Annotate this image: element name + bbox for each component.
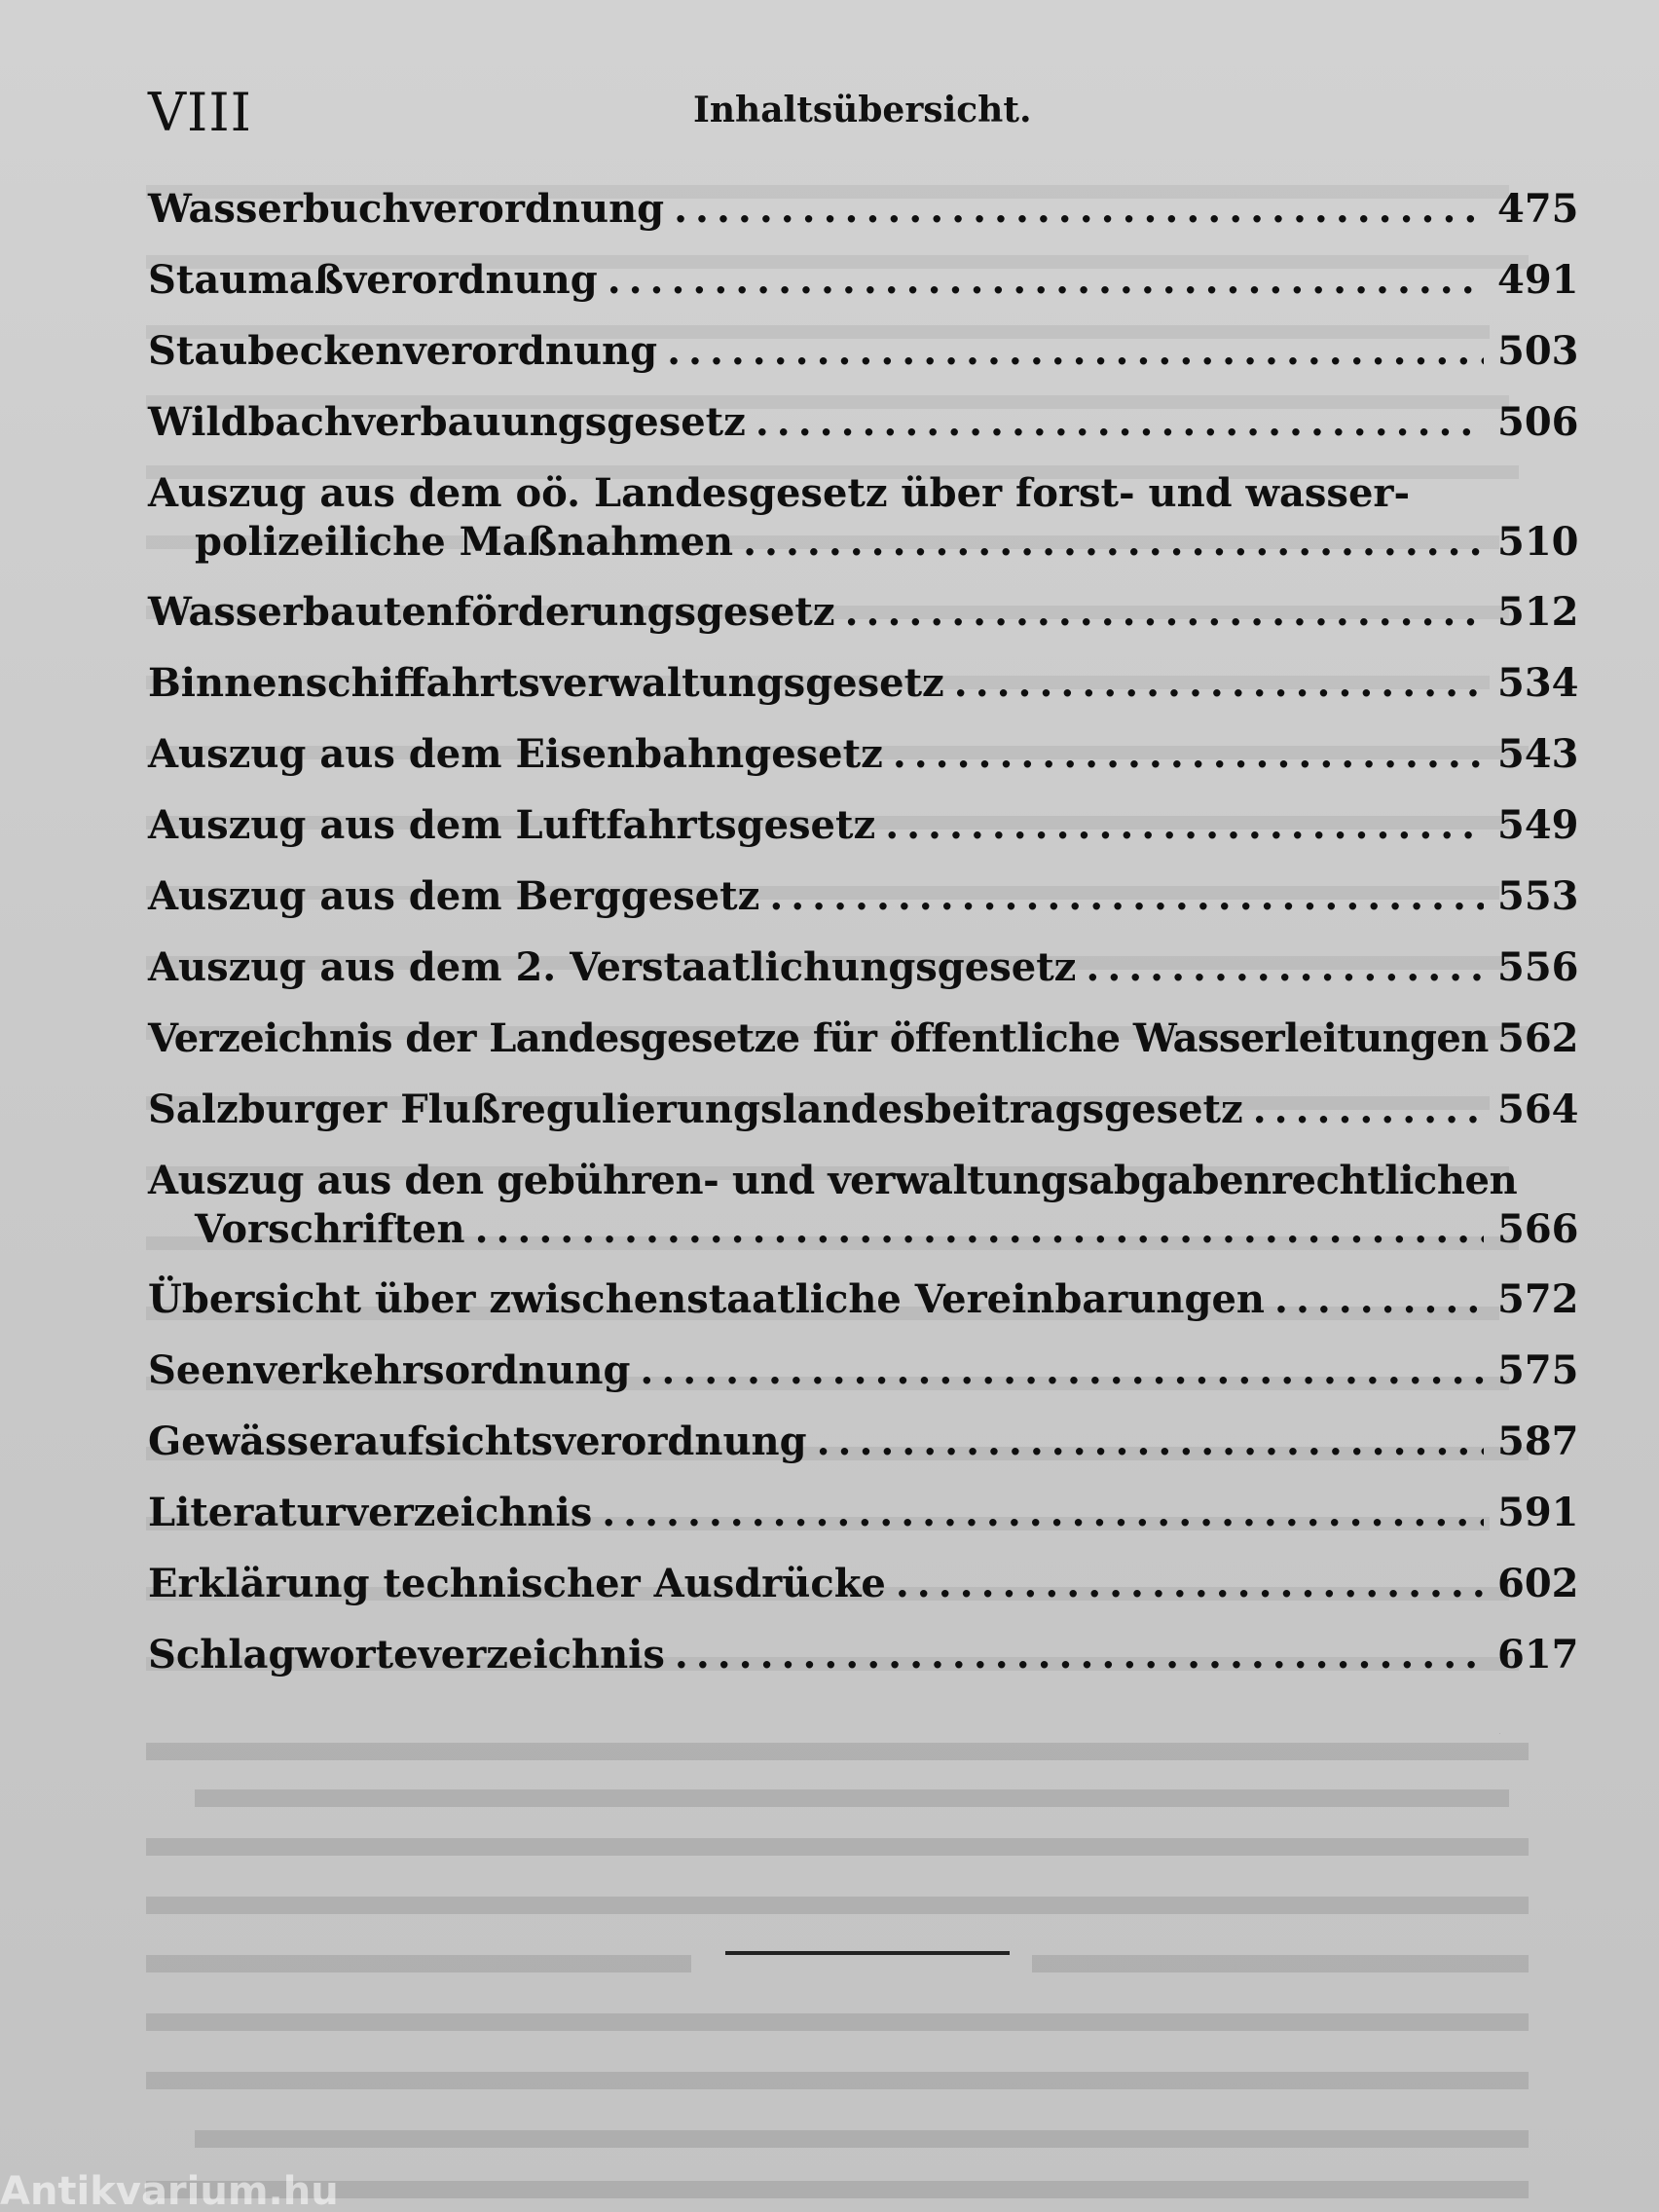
toc-entry-title: Wildbachverbauungsgesetz [148, 399, 746, 445]
leader-dots [743, 518, 1484, 567]
leader-dots [1086, 943, 1484, 992]
toc-entry-page: 512 [1497, 589, 1579, 635]
leader-dots [817, 1418, 1484, 1466]
toc-entry-title: Auszug aus dem Luftfahrtsgesetz [148, 802, 876, 848]
toc-entry [148, 730, 1579, 801]
toc-entry-page: 553 [1497, 873, 1579, 919]
page-header [148, 82, 1569, 150]
toc-entry-page: 572 [1497, 1276, 1579, 1322]
leader-dots [675, 1631, 1484, 1679]
toc-entry [148, 1086, 1579, 1157]
watermark: Antikvarium.hu [0, 2169, 339, 2212]
toc-entry-title: Auszug aus dem Berggesetz [148, 873, 760, 919]
toc-entry [148, 1560, 1579, 1631]
toc-entry-page: 617 [1497, 1632, 1579, 1677]
toc-entry [148, 185, 1579, 256]
toc-entry-title: Binnenschiffahrtsverwaltungsgesetz [148, 660, 944, 706]
toc-entry-page: 587 [1497, 1419, 1579, 1464]
toc-entry-title: Gewässeraufsichtsverordnung [148, 1419, 807, 1464]
toc-entry-title: Erklärung technischer Ausdrücke [148, 1561, 886, 1606]
toc-entry-page: 562 [1497, 1015, 1579, 1061]
toc-entry [148, 588, 1579, 659]
toc-entry-page: 549 [1497, 802, 1579, 848]
toc-entry-title: Wasserbautenförderungsgesetz [148, 589, 835, 635]
toc-entry-page: 475 [1497, 186, 1579, 232]
page-number: VIII [148, 82, 252, 143]
toc-entry [148, 1157, 1579, 1275]
toc-entry-title: Auszug aus dem 2. Verstaatlichungsgesetz [148, 944, 1077, 990]
toc-entry-page: 575 [1497, 1347, 1579, 1393]
leader-dots [602, 1489, 1484, 1537]
toc-entry-title: Literaturverzeichnis [148, 1490, 593, 1535]
table-of-contents [148, 185, 1579, 1702]
toc-entry [148, 1346, 1579, 1418]
leader-dots [756, 398, 1484, 447]
toc-entry-page: 543 [1497, 731, 1579, 777]
leader-dots [954, 659, 1484, 708]
toc-entry [148, 801, 1579, 872]
toc-entry [148, 1631, 1579, 1702]
toc-entry-title: Schlagworteverzeichnis [148, 1632, 665, 1677]
toc-entry [148, 1014, 1579, 1086]
toc-entry-page: 503 [1497, 328, 1579, 374]
toc-entry-page: 566 [1497, 1206, 1579, 1252]
toc-entry-page: 491 [1497, 257, 1579, 303]
toc-entry-page: 602 [1497, 1561, 1579, 1606]
toc-entry-page: 564 [1497, 1087, 1579, 1132]
toc-entry [148, 1418, 1579, 1489]
toc-entry-title: Auszug aus dem Eisenbahngesetz [148, 731, 883, 777]
leader-dots [896, 1560, 1484, 1608]
toc-entry-title: Auszug aus dem oö. Landesgesetz über forst- und wasser- [148, 470, 1411, 516]
toc-entry-page: 591 [1497, 1490, 1579, 1535]
toc-entry [148, 469, 1579, 588]
toc-entry-page: 510 [1497, 519, 1579, 565]
leader-dots [893, 730, 1484, 779]
toc-entry [148, 872, 1579, 943]
toc-entry-title: Seenverkehrsordnung [148, 1347, 631, 1393]
toc-entry [148, 943, 1579, 1014]
toc-entry-title: Wasserbuchverordnung [148, 186, 665, 232]
toc-entry-page: 506 [1497, 399, 1579, 445]
toc-entry [148, 1489, 1579, 1560]
toc-entry-title: Staubeckenverordnung [148, 328, 658, 374]
toc-entry [148, 398, 1579, 469]
toc-entry [148, 659, 1579, 730]
closing-rule [725, 1951, 1010, 1955]
leader-dots [640, 1346, 1484, 1395]
running-title: Inhaltsübersicht. [693, 90, 1032, 130]
toc-entry [148, 256, 1579, 327]
toc-entry-title: Salzburger Flußregulierungslandesbeitragsgesetz [148, 1087, 1243, 1132]
leader-dots [845, 588, 1484, 637]
leader-dots [1253, 1086, 1484, 1134]
toc-entry-title: Auszug aus den gebühren- und verwaltungsabgabenrechtlichen [148, 1158, 1518, 1203]
leader-dots [1274, 1275, 1484, 1324]
leader-dots [608, 256, 1484, 305]
leader-dots [475, 1205, 1484, 1254]
toc-entry [148, 1275, 1579, 1346]
toc-entry-title: Verzeichnis der Landesgesetze für öffentliche Wasserleitungen [148, 1015, 1489, 1061]
toc-entry-continuation: Vorschriften [195, 1206, 465, 1252]
toc-entry-title: Staumaßverordnung [148, 257, 598, 303]
leader-dots [674, 185, 1484, 234]
toc-entry [148, 327, 1579, 398]
toc-entry-page: 534 [1497, 660, 1579, 706]
leader-dots [885, 801, 1484, 850]
toc-entry-page: 556 [1497, 944, 1579, 990]
leader-dots [667, 327, 1484, 376]
toc-entry-title: Übersicht über zwischenstaatliche Vereinbarungen [148, 1276, 1266, 1322]
leader-dots [769, 872, 1484, 921]
toc-entry-continuation: polizeiliche Maßnahmen [195, 519, 734, 565]
